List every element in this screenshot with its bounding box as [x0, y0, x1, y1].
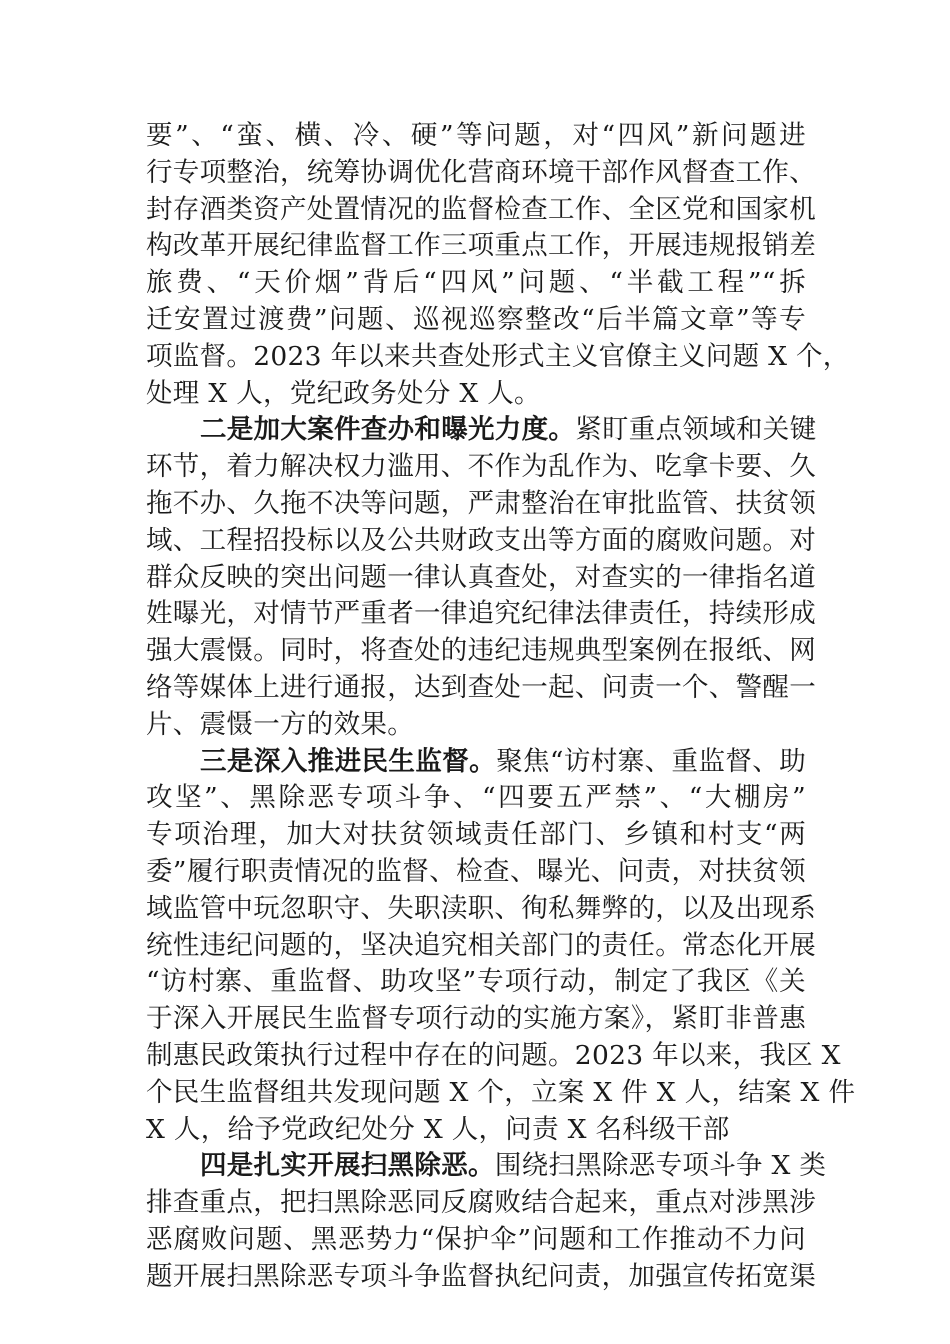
- paragraph-1-line-5: 旅费、“天价烟”背后“四风”问题、“半截工程”“拆: [146, 267, 806, 299]
- paragraph-3-line-11: X 人，给予党政纪处分 X 人，问责 X 名科级干部: [146, 1113, 730, 1145]
- document-body: [146, 118, 856, 1296]
- paragraph-3-line-7: “访村寨、重监督、助攻坚”专项行动，制定了我区《关: [146, 966, 806, 998]
- paragraph-2-line-7: 强大震慑。同时，将查处的违纪违规典型案例在报纸、网: [146, 635, 816, 667]
- paragraph-4-line-2: 排查重点，把扫黑除恶同反腐败结合起来，重点对涉黑涉: [146, 1187, 816, 1219]
- paragraph-1-line-1: 要”、“蛮、横、冷、硬”等问题，对“四风”新问题进: [146, 120, 806, 151]
- paragraph-4-line-1: [146, 1148, 827, 1185]
- paragraph-1-line-8: 处理 X 人，党纪政务处分 X 人。: [146, 377, 541, 409]
- paragraph-4-line-1-text: 围绕扫黑除恶专项斗争 X 类: [494, 1150, 827, 1182]
- paragraph-3-line-6: 统性违纪问题的，坚决追究相关部门的责任。常态化开展: [146, 929, 816, 961]
- paragraph-2-line-3: 拖不办、久拖不决等问题，严肃整治在审批监管、扶贫领: [146, 487, 816, 519]
- paragraph-4-line-4: 题开展扫黑除恶专项斗争监督执纪问责，加强宣传拓宽渠: [146, 1260, 816, 1292]
- paragraph-2-line-1: [146, 412, 817, 449]
- paragraph-1-line-4: 构改革开展纪律监督工作三项重点工作，开展违规报销差: [146, 230, 816, 262]
- paragraph-2-line-9: 片、震慑一方的效果。: [146, 708, 414, 740]
- paragraph-1-line-6: 迁安置过渡费”问题、巡视巡察整改“后半篇文章”等专: [146, 303, 806, 335]
- paragraph-1-line-7: 项监督。2023 年以来共查处形式主义官僚主义问题 X 个，: [146, 340, 850, 372]
- paragraph-2-line-1-text: 紧盯重点领域和关键: [575, 414, 817, 446]
- paragraph-4-line-3: 恶腐败问题、黑恶势力“保护伞”问题和工作推动不力问: [146, 1223, 806, 1255]
- paragraph-3-line-1: [146, 744, 806, 781]
- paragraph-3-line-8: 于深入开展民生监督专项行动的实施方案》，紧盯非普惠: [146, 1003, 806, 1035]
- paragraph-1-line-3: 封存酒类资产处置情况的监督检查工作、全区党和国家机: [146, 193, 816, 225]
- paragraph-3-line-4: 委”履行职责情况的监督、检查、曝光、问责，对扶贫领: [146, 855, 806, 887]
- paragraph-2-line-4: 域、工程招投标以及公共财政支出等方面的腐败问题。对: [146, 524, 816, 556]
- paragraph-4-heading: 四是扎实开展扫黑除恶。: [200, 1150, 495, 1182]
- paragraph-2-line-2: 环节，着力解决权力滥用、不作为乱作为、吃拿卡要、久: [146, 451, 816, 483]
- paragraph-3-heading: 三是深入推进民生监督。: [200, 745, 497, 777]
- paragraph-2-line-8: 络等媒体上进行通报，达到查处一起、问责一个、警醒一: [146, 671, 816, 703]
- paragraph-2-line-6: 姓曝光，对情节严重者一律追究纪律法律责任，持续形成: [146, 598, 816, 630]
- paragraph-1-line-2: 行专项整治，统筹协调优化营商环境干部作风督查工作、: [146, 156, 816, 188]
- paragraph-2-heading: 二是加大案件查办和曝光力度。: [200, 414, 576, 446]
- paragraph-3-line-5: 域监管中玩忽职守、失职渎职、徇私舞弊的，以及出现系: [146, 892, 816, 924]
- paragraph-3-line-3: 专项治理，加大对扶贫领域责任部门、乡镇和村支“两: [146, 819, 806, 851]
- paragraph-3-line-9: 制惠民政策执行过程中存在的问题。2023 年以来，我区 X: [146, 1039, 841, 1071]
- paragraph-3-line-1-text: 聚焦“访村寨、重监督、助: [496, 745, 806, 777]
- paragraph-3-line-2: 攻坚”、黑除恶专项斗争、“四要五严禁”、“大棚房”: [146, 782, 806, 814]
- paragraph-3-line-10: 个民生监督组共发现问题 X 个，立案 X 件 X 人，结案 X 件: [146, 1076, 856, 1108]
- paragraph-2-line-5: 群众反映的突出问题一律认真查处，对查实的一律指名道: [146, 561, 816, 593]
